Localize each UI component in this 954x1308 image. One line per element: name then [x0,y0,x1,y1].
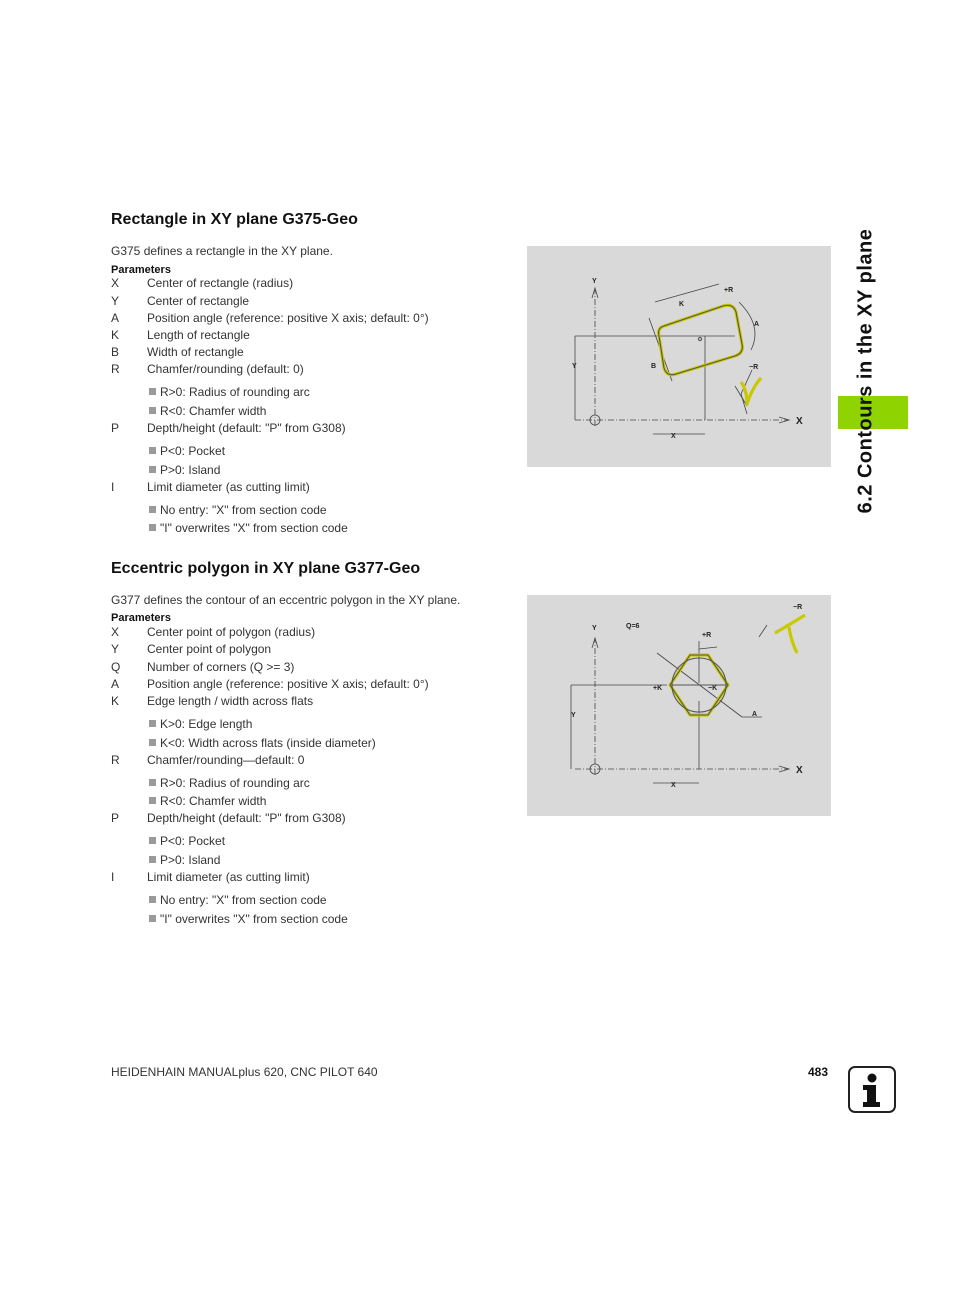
fig2-label: Y [571,712,576,719]
fig2-label: X [671,782,676,789]
section1-params-label: Parameters [111,264,171,276]
fig2-label: −K [708,685,718,692]
fig1-label: Y [592,278,597,285]
page-number: 483 [808,1065,829,1079]
fig1-label: X [671,433,676,440]
fig2-label: Y [592,625,597,632]
bullet-item: No entry: "X" from section code [149,893,327,907]
fig1-label: +R [724,287,734,294]
bullet-item: R<0: Chamfer width [149,404,266,418]
fig1-label: X [796,416,803,427]
bullet-item: P>0: Island [149,853,220,867]
section2-intro: G377 defines the contour of an eccentric polygon in the XY plane. [111,593,461,607]
fig2-label: −R [793,604,803,611]
bullet-item: R>0: Radius of rounding arc [149,385,310,399]
polygon-figure [527,595,831,816]
section2-params-label: Parameters [111,612,171,624]
bullet-item: "I" overwrites "X" from section code [149,521,348,535]
bullet-item: P>0: Island [149,463,220,477]
bullet-item: P<0: Pocket [149,834,225,848]
fig2-label: +R [702,632,712,639]
bullet-item: R>0: Radius of rounding arc [149,776,310,790]
bullet-item: "I" overwrites "X" from section code [149,912,348,926]
fig1-label: Y [572,363,577,370]
bullet-item: R<0: Chamfer width [149,794,266,808]
rectangle-figure [527,246,831,467]
bullet-item: P<0: Pocket [149,444,225,458]
bullet-item: K>0: Edge length [149,717,252,731]
fig2-label: +K [653,685,663,692]
section1-intro: G375 defines a rectangle in the XY plane. [111,244,333,258]
bullet-item: K<0: Width across flats (inside diameter) [149,736,376,750]
fig1-label: −R [749,364,759,371]
section1-title: Rectangle in XY plane G375-Geo [111,211,358,228]
chapter-side-title: 6.2 Contours in the XY plane [854,228,877,514]
section2-title: Eccentric polygon in XY plane G377-Geo [111,560,421,577]
footer-text: HEIDENHAIN MANUALplus 620, CNC PILOT 640 [111,1065,378,1079]
fig1-label: K [679,301,685,308]
bullet-item: No entry: "X" from section code [149,503,327,517]
fig2-label: A [752,711,758,718]
fig1-label: B [651,363,657,370]
fig2-label: Q=6 [626,623,640,630]
fig1-label: A [754,321,760,328]
fig2-label: X [796,765,803,776]
info-icon [848,1066,896,1113]
